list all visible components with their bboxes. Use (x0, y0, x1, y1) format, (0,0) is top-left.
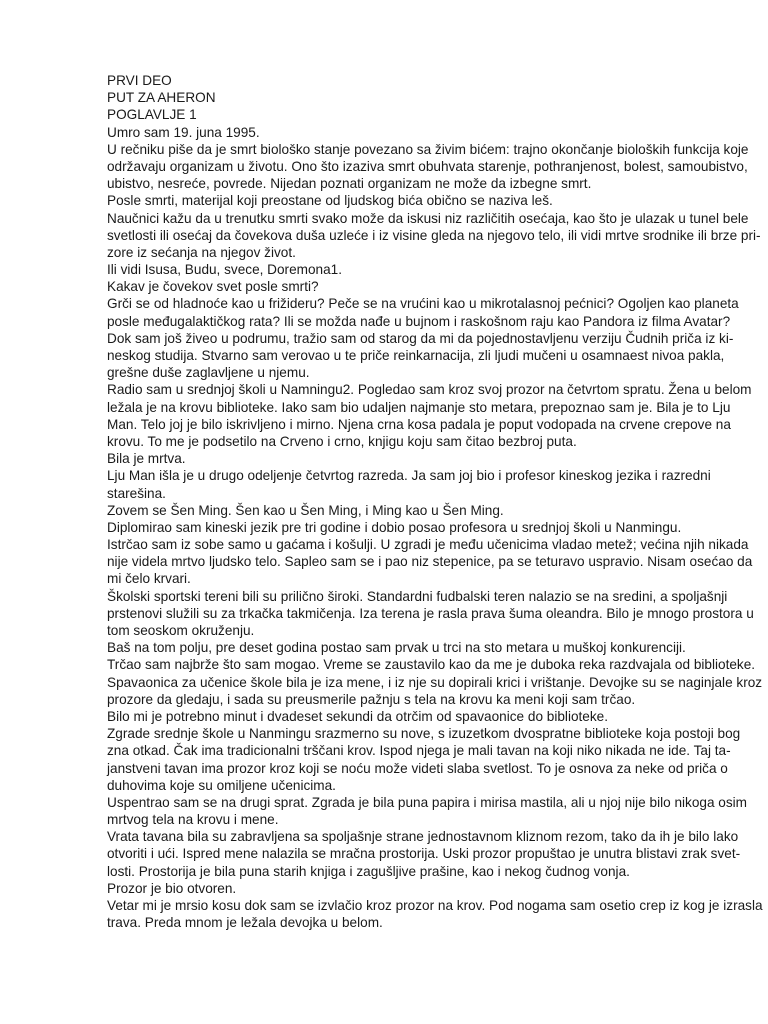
text-line: Man. Telo joj je bilo iskrivljeno i mirno. Njena crna kosa padala je poput vodopada na crvene crepove na (107, 416, 731, 432)
text-line: prstenovi služili su za trkačka takmičenja. Iza terena je rasla prava šuma oleandra. Bilo je mnogo prostora u (107, 605, 754, 621)
text-line: nije videla mrtvo ljudsko telo. Sapleo sam se i pao niz stepenice, pa se teturavo uspravio. Nisam osećao da (107, 554, 753, 570)
text-line: prozore da gledaju, i sada su preusmerile pažnju s tela na krovu ka meni koji sam trčao. (107, 691, 636, 707)
text-line: Školski sportski tereni bili su prilično široki. Standardni fudbalski teren nalazio se na sredini, a spoljašnji (107, 588, 728, 604)
text-line: duhovima koje su omiljene učenicima. (107, 777, 336, 793)
text-line: ubistvo, nesreće, povrede. Nijedan poznati organizam ne može da izbegne smrt. (107, 176, 592, 192)
text-line: zore iz sećanja na njegov život. (107, 244, 296, 260)
text-line: Baš na tom polju, pre deset godina postao sam prvak u trci na sto metara u muškoj konkurenciji. (107, 640, 686, 656)
text-line: U rečniku piše da je smrt biološko stanje povezano sa živim bićem: trajno okončanje bioloških funkcija koje (107, 141, 749, 157)
text-line: Vrata tavana bila su zabravljena sa spoljašnje strane jednostavnom kliznom rezom, tako da ih je bilo lako (107, 829, 739, 845)
text-line: Ili vidi Isusa, Budu, svece, Doremona1. (107, 262, 342, 278)
text-line: ležala je na krovu biblioteke. Iako sam bio udaljen najmanje sto metara, prepoznao sam je. Bila je to Lju (107, 399, 731, 415)
text-line: grešne duše zaglavljene u njemu. (107, 365, 310, 381)
book-title: PUT ZA AHERON (107, 90, 216, 106)
text-line: Radio sam u srednjoj školi u Namningu2. Pogledao sam kroz svoj prozor na četvrtom spratu. Žena u belom (107, 382, 752, 398)
text-line: Zgrade srednje škole u Nanmingu srazmerno su nove, s izuzetkom dvospratne biblioteke koja postoji bog (107, 726, 741, 742)
text-line: zna otkad. Čak ima tradicionalni trščani krov. Ispod njega je mali tavan na koji niko nikada ne ide. Taj ta- (107, 743, 731, 759)
text-line: trava. Preda mnom je ležala devojka u belom. (107, 915, 383, 931)
text-line: krovu. To me je podsetilo na Crveno i crno, knjigu koju sam čitao bezbroj puta. (107, 433, 577, 449)
part-heading: PRVI DEO (107, 73, 172, 88)
text-line: janstveni tavan ima prozor kroz koji se noću može videti slaba svetlost. To je osnova za neke od priča o (107, 760, 728, 776)
text-line: Posle smrti, materijal koji preostane od ljudskog bića obično se naziva leš. (107, 193, 553, 209)
text-line: Umro sam 19. juna 1995. (107, 124, 260, 140)
text-line: Spavaonica za učenice škole bila je iza mene, i iz nje su dopirali krici i vrištanje. Devojke su se naginjale kroz (107, 674, 763, 690)
text-line: Dok sam još živeo u podrumu, tražio sam od starog da mi da pojednostavljenu verziju Čudnih priča iz ki- (107, 330, 734, 346)
text-line: otvoriti i ući. Ispred mene nalazila se mračna prostorija. Uski prozor propuštao je unutra blistavi zrak svet- (107, 846, 741, 862)
body-text (107, 124, 763, 932)
text-line: Zovem se Šen Ming. Šen kao u Šen Ming, i Ming kao u Šen Ming. (107, 502, 504, 518)
text-line: Vetar mi je mrsio kosu dok sam se izvlačio kroz prozor na krov. Pod nogama sam osetio crep iz kog je izrasla (107, 898, 763, 913)
text-line: Grči se od hladnoće kao u frižideru? Peče se na vrućini kao u mikrotalasnoj pećnici? Ogoljen kao planeta (107, 296, 739, 312)
text-line: mi čelo krvari. (107, 571, 191, 587)
text-line: svetlosti ili osećaj da čovekova duša uzleće i iz visine gleda na njegovo telo, ili vidi mrtve srodnike ili brze pri- (107, 227, 761, 243)
chapter-heading: POGLAVLJE 1 (107, 107, 197, 123)
text-line: Lju Man išla je u drugo odeljenje četvrtog razreda. Ja sam joj bio i profesor kineskog jezika i razredni (107, 468, 711, 484)
text-line: Istrčao sam iz sobe samo u gaćama i košulji. U zgradi je među učenicima vladao metež; većina njih nikada (107, 537, 749, 553)
text-line: Prozor je bio otvoren. (107, 880, 237, 896)
text-line: održavaju organizam u životu. Ono što izaziva smrt obuhvata starenje, pothranjenost, bolest, samoubistvo, (107, 158, 748, 174)
text-line: neskog studija. Stvarno sam verovao u te priče reinkarnacija, zli ljudi mučeni u osamnaest nivoa pakla, (107, 348, 725, 363)
text-line: Naučnici kažu da u trenutku smrti svako može da iskusi niz različitih osećaja, kao što je ulazak u tunel bele (107, 210, 749, 226)
text-line: Kakav je čovekov svet posle smrti? (107, 279, 319, 295)
text-line: posle međugalaktičkog rata? Ili se možda nađe u bujnom i raskošnom raju kao Pandora iz filma Avatar? (107, 313, 731, 329)
text-line: Uspentrao sam se na drugi sprat. Zgrada je bila puna papira i mirisa mastila, ali u njoj nije bilo nikoga osim (107, 794, 747, 810)
text-line: mrtvog tela na krovu i mene. (107, 812, 279, 828)
text-line: tom seoskom okruženju. (107, 623, 255, 638)
text-line: Trčao sam najbrže što sam mogao. Vreme se zaustavilo kao da me je duboka reka razdvajala od biblioteke. (107, 657, 756, 673)
document-page (107, 72, 763, 931)
text-line: starešina. (107, 485, 166, 501)
text-line: Diplomirao sam kineski jezik pre tri godine i dobio posao profesora u srednjoj školi u Nanmingu. (107, 519, 682, 535)
text-line: Bila je mrtva. (107, 451, 186, 467)
text-line: losti. Prostorija je bila puna starih knjiga i zagušljive prašine, kao i nekog čudnog vonja. (107, 863, 630, 879)
text-line: Bilo mi je potrebno minut i dvadeset sekundi da otrčim od spavaonice do biblioteke. (107, 708, 608, 724)
